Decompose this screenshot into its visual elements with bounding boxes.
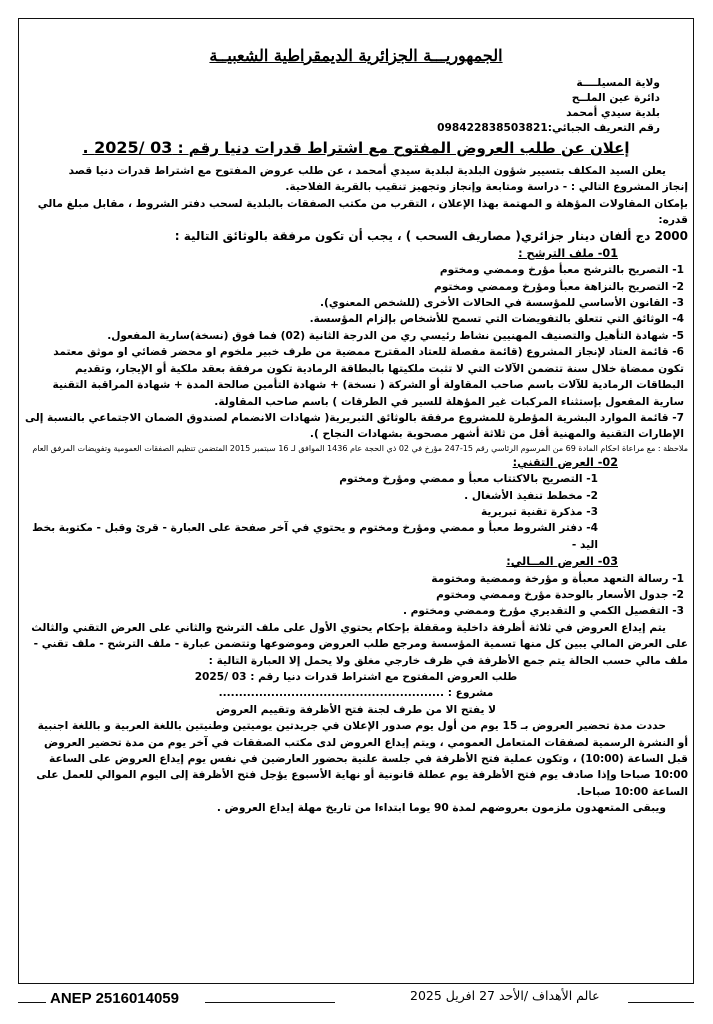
do-not-open-line: لا يفتح الا من طرف لجنة فتح الأظرفة وتقييم العروض [216, 703, 496, 716]
financial-item-3: 3- التفصيل الكمي و التقديري مؤرخ وممضي ومختوم . [402, 605, 684, 618]
project-line [24, 685, 688, 701]
announcement-title [24, 140, 688, 156]
technical-item-4: 4- دفتر الشروط معبأ و ممضي ومؤرخ ومختوم و يحتوي في آخر صفحة على العبارة - قرئ وقبل - مكتوبة بخط اليد - [32, 522, 598, 551]
candidature-item-2: 2- التصريح بالنزاهة معبأ ومؤرخ وممضي ومختوم [434, 280, 684, 293]
title-text: إعلان عن طلب العروض المفتوح مع اشتراط قدرات دنيا رقم : [177, 139, 630, 158]
daira-line: دائرة عين الملــح [571, 92, 660, 105]
candidature-item-1: 1- التصريح بالترشح معبأ مؤرخ وممضي ومختوم [439, 264, 684, 277]
submission-paragraph: يتم إيداع العروض في ثلاثة أظرفة داخلية ومقفلة بإحكام يحتوي الأول على ملف الترشح والثاني على العرض التقني والثالث على العرض المالي يبين كل منها تسمية المؤسسة ومرجع طلب العروض وموضوعها وتتضمن عبارة - ملف الترشح - ملف تقني - ملف مالي حسب الحالة يتم جمع الأظرفة في ظرف خارجي مغلق ولا يحمل إلا العبارة التالية : [31, 621, 688, 667]
financial-item-1: 1- رسالة التعهد معبأة و مؤرخة وممضية ومختومة [431, 572, 684, 585]
technical-item-1: 1- التصريح بالاكتتاب معبأ و ممضي ومؤرخ ومختوم [339, 473, 598, 486]
technical-item-2: 2- مخطط تنفيذ الأشغال . [464, 489, 598, 502]
candidature-item-4: 4- الوثائق التي تتعلق بالتفويضات التي تسمح للأشخاص بإلزام المؤسسة. [309, 313, 684, 326]
footer-rule-left [18, 1002, 46, 1003]
footer-rule-right [628, 1002, 694, 1003]
section-title-technical: 02- العرض التقني: [512, 455, 618, 469]
financial-item-2: 2- جدول الأسعار بالوحدة مؤرخ وممضي ومختوم [436, 588, 684, 601]
candidature-item-7: 7- قائمة الموارد البشرية المؤطرة للمشروع مرفقة بالوثائق التبريرية( شهادات الانضمام لصندوق الضمان الاجتماعي بالنسبة إلى الإطارات التقنية والمهنية أقل من ثلاثة أشهر مصحوبة بشهادات النجاح ). [25, 411, 684, 441]
republic-heading: الجمهوريـــة الجزائرية الديمقراطية الشعبيــة [209, 46, 503, 65]
anep-reference: ANEP 2516014059 [46, 990, 183, 1007]
project-dots: ........................................................ [218, 687, 444, 700]
candidature-item-6: 6- قائمة العتاد لإنجاز المشروع (قائمة مفصلة للعتاد المقترح ممضية من طرف خبير ملخوم او محضر قضائي او موثق معتمد تكون ممضاة خلال سنة تتضمن الآلات التي لا تثبت ملكيتها بالبطاقة الرمادية تكون مرفقة بعقد ملكية أو الإيجار، وتقديم البطاقات الرمادية للآلات باسم صاحب المقاولة أو الشركة ( نسخة) + شهادة التأمين صالحة المدة + شهادة المراقبة التقنية سارية المفعول بإستثناء المركبات غير المؤهلة للسير في الطرقات ) باسم صاحب المقاولة. [52, 346, 684, 408]
title-reference: 03 /2025 . [82, 138, 173, 158]
newspaper-source: عالم الأهداف /الأحد 27 افريل 2025 [410, 988, 600, 1003]
tax-id-line: رقم التعريف الجبائي:098422838503821 [437, 122, 660, 135]
announcement-page [24, 40, 688, 817]
project-label: مشروع : [447, 687, 494, 700]
validity-paragraph: ويبقى المتعهدون ملزمون بعروضهم لمدة 90 يوما ابتداءا من تاريخ مهلة إيداع العروض . [216, 802, 666, 815]
legal-note: ملاحظة : مع مراعاة احكام المادة 69 من المرسوم الرئاسي رقم 15-247 مؤرخ في 02 ذي الحجة عام 1436 الموافق لـ 16 سبتمبر 2015 المتضمن تنظيم الصفقات العمومية وتفويضات المرفق العام [32, 443, 688, 453]
section-title-candidature: 01- ملف الترشح : [518, 246, 618, 260]
deadline-paragraph: حددت مدة تحضير العروض بـ 15 يوم من أول يوم صدور الإعلان في جريدتين يوميتين وطنيتين باللغة العربية و باللغة اجنبية أو النشرة الرسمية لصفقات المتعامل العمومي ، ويتم إيداع العروض لدى مكتب الصفقات في آخر يوم من مدة تحضير العروض قبل الساعة (10:00) ، وتكون عملية فتح الأظرفة في جلسة علنية بحضور العارضين في نفس يوم إيداع العروض على الساعة 10:00 صباحا وإذا صادف يوم فتح الأظرفة يوم عطلة قانونية أو نهاية الأسبوع يؤجل فتح الأظرفة إلى اليوم الموالي للعمل على الساعة 10:00 صباحا. [36, 720, 688, 798]
wilaya-line: ولاية المسيلــــة [576, 77, 660, 90]
section-title-financial: 03- العرض المــالي: [506, 555, 618, 569]
envelope-line: طلب العروض المفتوح مع اشتراط قدرات دنيا رقم : 03 /2025 [194, 671, 518, 683]
technical-item-3: 3- مذكرة تقنية تبريرية [480, 505, 598, 518]
intro-line-3: بإمكان المقاولات المؤهلة و المهتمة بهذا الإعلان ، التقرب من مكتب الصفقات بالبلدية لسحب دفتر الشروط ، مقابل مبلغ مالي قدره: [37, 197, 688, 227]
intro-line-1: يعلن السيد المكلف بتسيير شؤون البلدية لبلدية سيدي أمحمد ، عن طلب عروض المفتوح مع اشتراط قدرات دنيا قصد [68, 164, 666, 177]
intro-line-2: إنجاز المشروع التالي : - دراسة ومتابعة وإنجاز وتجهيز تنقيب بالقرية الفلاحية. [285, 181, 688, 194]
candidature-item-5: 5- شهادة التأهيل والتصنيف المهنيين نشاط رئيسي ري من الدرجة الثانية (02) فما فوق (نسخة)سارية المفعول. [107, 329, 684, 342]
commune-line: بلدية سيدي أمحمد [566, 107, 660, 120]
footer-rule-middle [205, 1002, 335, 1003]
issuer-block [24, 76, 688, 136]
intro-line-4: 2000 دج ألفان دينار جزائري( مصاريف السحب ) ، يجب أن تكون مرفقة بالوثائق التالية : [174, 229, 688, 244]
candidature-item-3: 3- القانون الأساسي للمؤسسة في الحالات الأخرى (للشخص المعنوي). [320, 297, 684, 310]
